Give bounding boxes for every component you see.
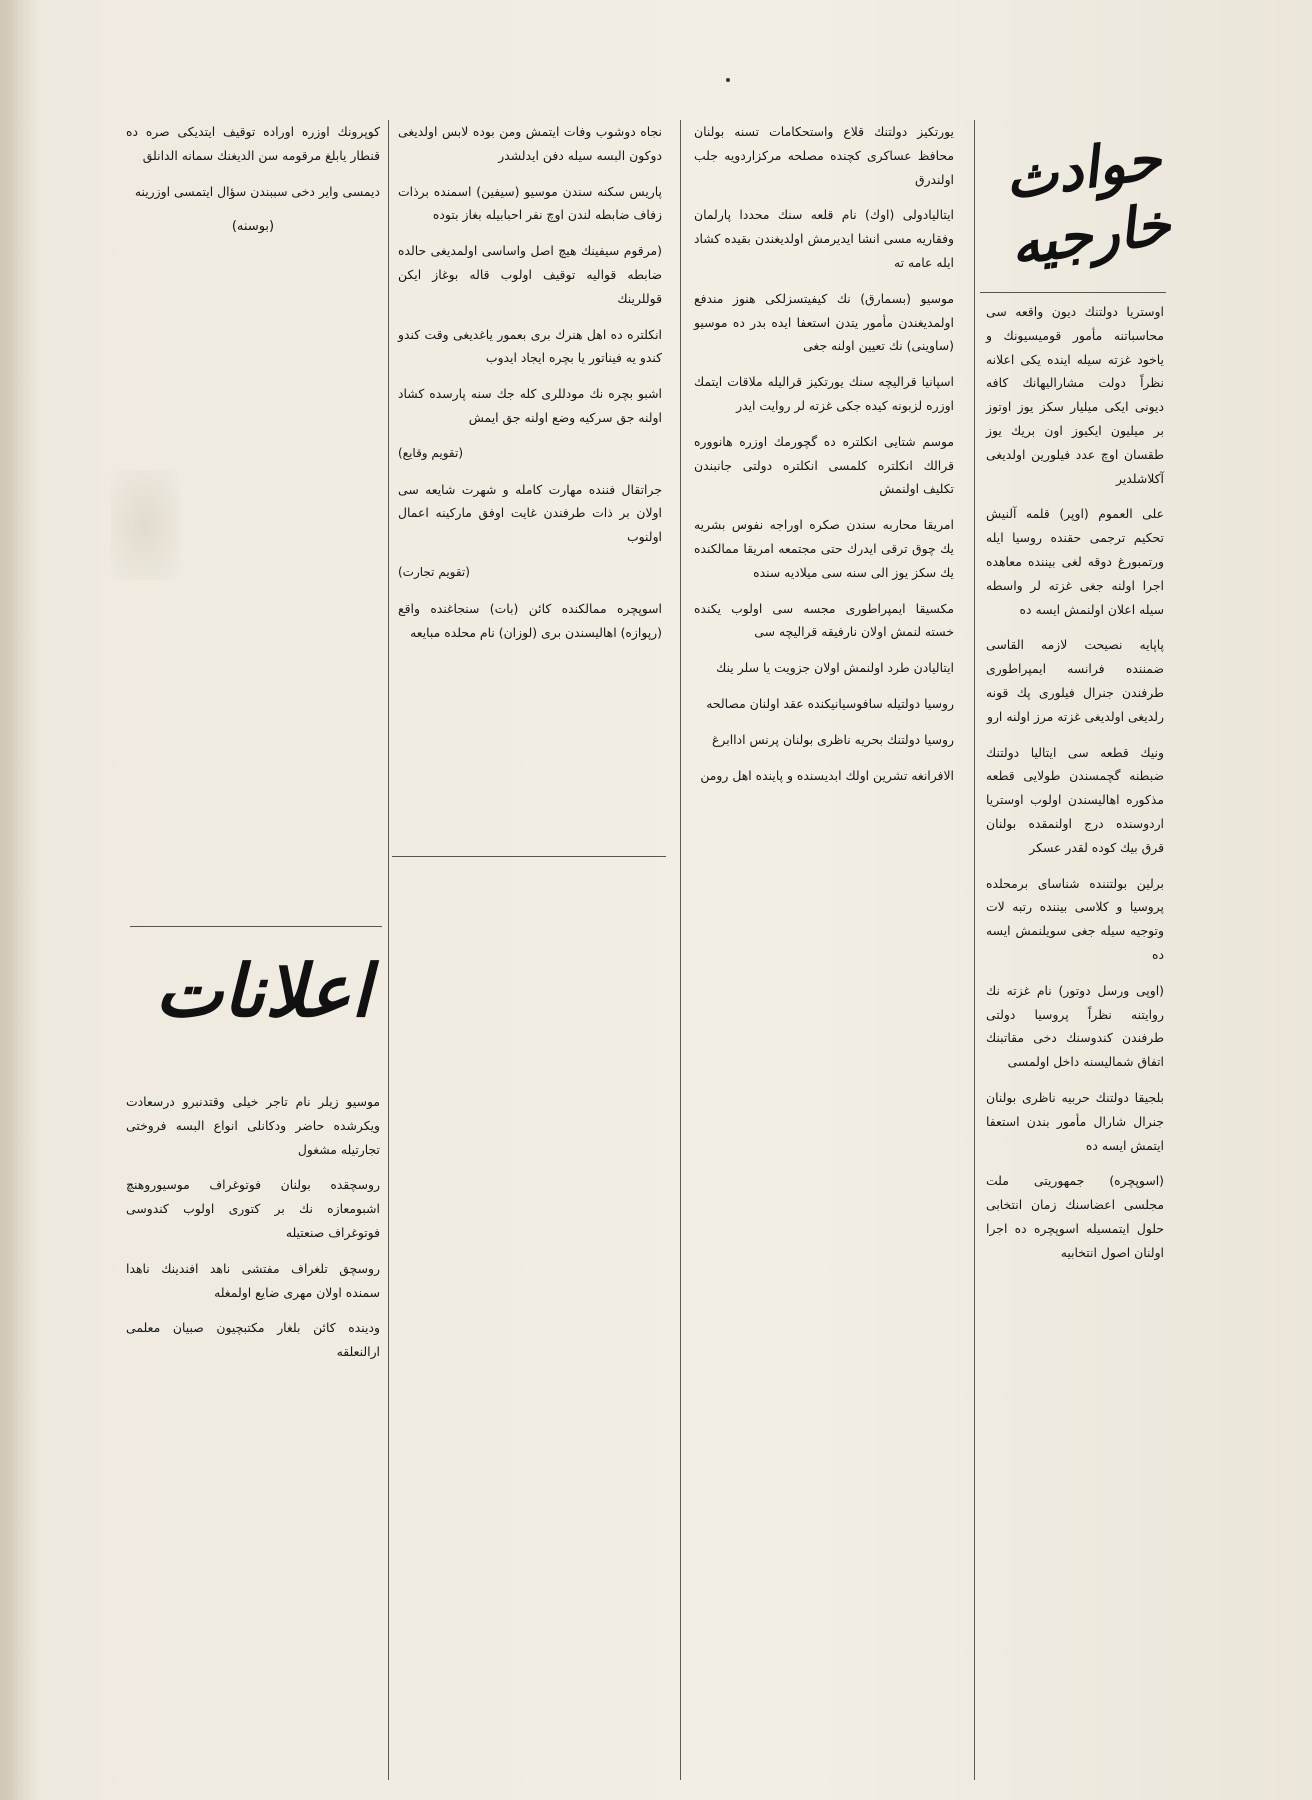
announcements-heading: اعلانات (155, 947, 371, 1033)
news-paragraph: جراتقال فننده مهارت کامله و شهرت شایعه سی اولان بر ذات طرفندن غایت اوفق مارکینه اعمال اولنوب (398, 481, 662, 545)
news-paragraph: اوستریا دولتنك دیون واقعه سی محاسباتنه مأمور قومیسیونك و یاخود غزته سیله اینده یکی اعلانه نظراً دولت مشارالیهانك كافه دیونی ایکی میلیار سکز یوز اوتوز بر میلیون ایکیوز اون بریك یوز طقسان اوچ عدد فیلورین اولدیغی آكلاشلدیر (986, 304, 1164, 486)
news-paragraph: اسپانیا قرالیچه سنك یورتکیز قرالیله ملاقات ایتمك اوزره لزبونه کیده جکی غزته لر روایت ایدر (694, 374, 954, 413)
news-paragraph: اشبو بچره نك مودللری کله جك سنه پارسده کشاد اولنه جق سرکیه وضع اولنه جق ایمش (398, 386, 662, 425)
masthead-title: حوادث خارجیه (1000, 125, 1175, 279)
source-credit: (تقویم تجارت) (398, 564, 470, 579)
column-rule (974, 120, 975, 1780)
news-paragraph: نجاه دوشوب وفات ایتمش ومن بوده لابس اولدیغی دوکون البسه سیله دفن ایدلشدر (398, 124, 662, 163)
news-paragraph: (اوپی ورسل دوتور) نام غزته نك روایتنه نظراً پروسیا دولتی طرفندن کندوسنك دخی مقاتبنك اتفاق شمالیسنه داخل اولمسی (986, 982, 1164, 1070)
news-paragraph: موسیو (بسمارق) نك كیفیتسزلكی هنوز مندفع اولمدیغندن مأمور یتدن استعفا ایده بدر ده موسیو (ساوینی) نك تعیین اولنه جغی (694, 290, 954, 354)
news-paragraph: پاریس سکنه سندن موسیو (سیفین) اسمنده برذات زفاف ضابطه لندن اوچ نفر احبابیله بغاز بتوده (398, 183, 662, 223)
announcements-column (120, 1090, 386, 1780)
news-paragraph: پاپایه نصیحت لازمه القاسی ضمننده فرانسه ایمپراطوری طرفندن جنرال فیلوری پك قونه رلدیغی اولدیغی غزته مرز اولنه ارو (986, 637, 1164, 724)
column-4 (120, 120, 386, 920)
news-paragraph: ایتالیادن طرد اولنمش اولان جزویت یا سلر ینك (716, 660, 954, 676)
column-1 (980, 300, 1170, 1780)
news-paragraph: ایتالیادولی (اوك) نام قلعه سنك محددا پارلمان وفقاریه مسی انشا ایدیرمش اولدیغندن بقیده کشاد ایله عامه ته (694, 207, 954, 270)
news-paragraph: برلین بولتننده شناسای برمحلده پروسیا و کلاسی بیننده رتبه لات وتوجیه سیله جغی سویلنمش ایسه ده (986, 875, 1164, 962)
masthead-rule (980, 292, 1166, 293)
news-paragraph: (اسوپچره) جمهوریتی ملت مجلسی اعضاسنك زمان انتخابی حلول ایتمسیله اسوپچره ده اجرا اولنان اصول انتخابیه (986, 1173, 1164, 1260)
news-paragraph: یورتکیز دولتنك قلاع واستحکامات تسنه بولنان محافظ عساکری کچنده مصلحه مرکزاردویه جلب اولندرق (694, 124, 954, 187)
announcement-paragraph: روسچق تلغراف مفتشی ناهد افندینك ناهدا سمنده اولان مهری ضایع اولمغله (126, 1260, 380, 1300)
news-paragraph: موسم شتایی انکلتره ده گچورمك اوزره هانووره قرالك انکلتره کلمسی انکلتره دولتی جانبندن تکلیف اولنمش (694, 433, 954, 497)
column-3 (392, 120, 668, 1780)
news-paragraph: کوپرونك اوزره اوراده توقیف ایتدیکی صره ده قنطار یابلغ مرقومه سن الدیغنك سمانه الدانلق (126, 124, 380, 163)
news-paragraph: مکسیقا ایمپراطوری مجسه سی اولوب یکنده خسته لنمش اولان نارفیقه قرالیچه سی (694, 600, 954, 640)
source-credit: (تقویم وقایع) (398, 445, 464, 460)
column-2 (688, 120, 960, 1780)
signature-credit: (بوسنه) (231, 219, 275, 235)
column-rule (680, 120, 681, 1780)
news-paragraph: انکلتره ده اهل هنرك بری بعمور یاغدیغی وقت کندو کندو یه فیناتور یا بچره ایجاد ایدوب (398, 326, 662, 366)
news-paragraph: اسوپچره ممالکنده کائن (بات) سنجاغنده واقع (رپوازه) اهالیسندن بری (لوزان) نام محلده مبایعه (398, 600, 662, 640)
news-paragraph: امریقا محاربه سندن صکره اوراجه نفوس بشریه یك چوق ترقی ایدرك حتی مجتمعه امریقا ممالکنده یك سکز یوز الی سنه سی میلادیه سنده (694, 517, 954, 580)
news-paragraph: الافرانغه تشرین اولك ابدیسنده و پاینده اهل رومن (700, 767, 954, 783)
news-paragraph: روسیا دولتنك بحریه ناظری بولنان پرنس اداابرغ (712, 731, 954, 747)
column-rule (388, 120, 389, 1780)
announcement-paragraph: ودینده کائن بلغار مکتبچیون صبیان معلمی ارالنعلقه (126, 1320, 380, 1360)
news-paragraph: (مرقوم سیفینك هیچ اصل واساسی اولمدیغی حالده ضابطه قوالیه توقیف اولوب قاله بوغاز ایکن قوللرینك (398, 243, 662, 306)
news-paragraph: علی العموم (اوپر) قلمه آلنیش تحکیم ترجمی حقنده روسیا ایله ورتمبورغ دوقه لغی بیننده معاهده اجرا اولنه جغی غزته لر واسطه سیله اعلان اولنمش ایسه ده (986, 506, 1164, 617)
news-paragraph: ونیك قطعه سی ایتالیا دولتنك ضبطنه گچمسندن طولایی قطعه مذکوره اهالیسندن اولوب اوستریا اردوسنده درج اولنمقده بولنان قرق بیك كوده لقدر عسكر (986, 744, 1164, 855)
news-paragraph: روسیا دولتیله سافوسیانیکنده عقد اولنان مصالحه (706, 695, 954, 711)
page-gutter-shadow (0, 0, 40, 1800)
section-rule (130, 926, 382, 927)
news-paragraph: دیمسی وایر دخی سببندن سؤال ایتمسی اوزرینه (134, 183, 380, 199)
announcement-paragraph: موسیو زیلر نام تاجر خیلی وقتدنبرو درسعادت ویکرشده حاضر ودکانلی انواع البسه فروختی تجارتیله مشغول (126, 1094, 380, 1157)
print-mark (726, 78, 730, 82)
announcement-paragraph: روسچقده بولنان فوتوغراف موسیوروهنچ اشبومعازه نك بر کتوری اولوب کندوسی فوتوغراف صنعتیله (126, 1177, 380, 1240)
news-paragraph: بلجیقا دولتنك حربیه ناظری بولنان جنرال شارال مأمور بندن استعفا ایتمش ایسه ده (986, 1089, 1164, 1153)
